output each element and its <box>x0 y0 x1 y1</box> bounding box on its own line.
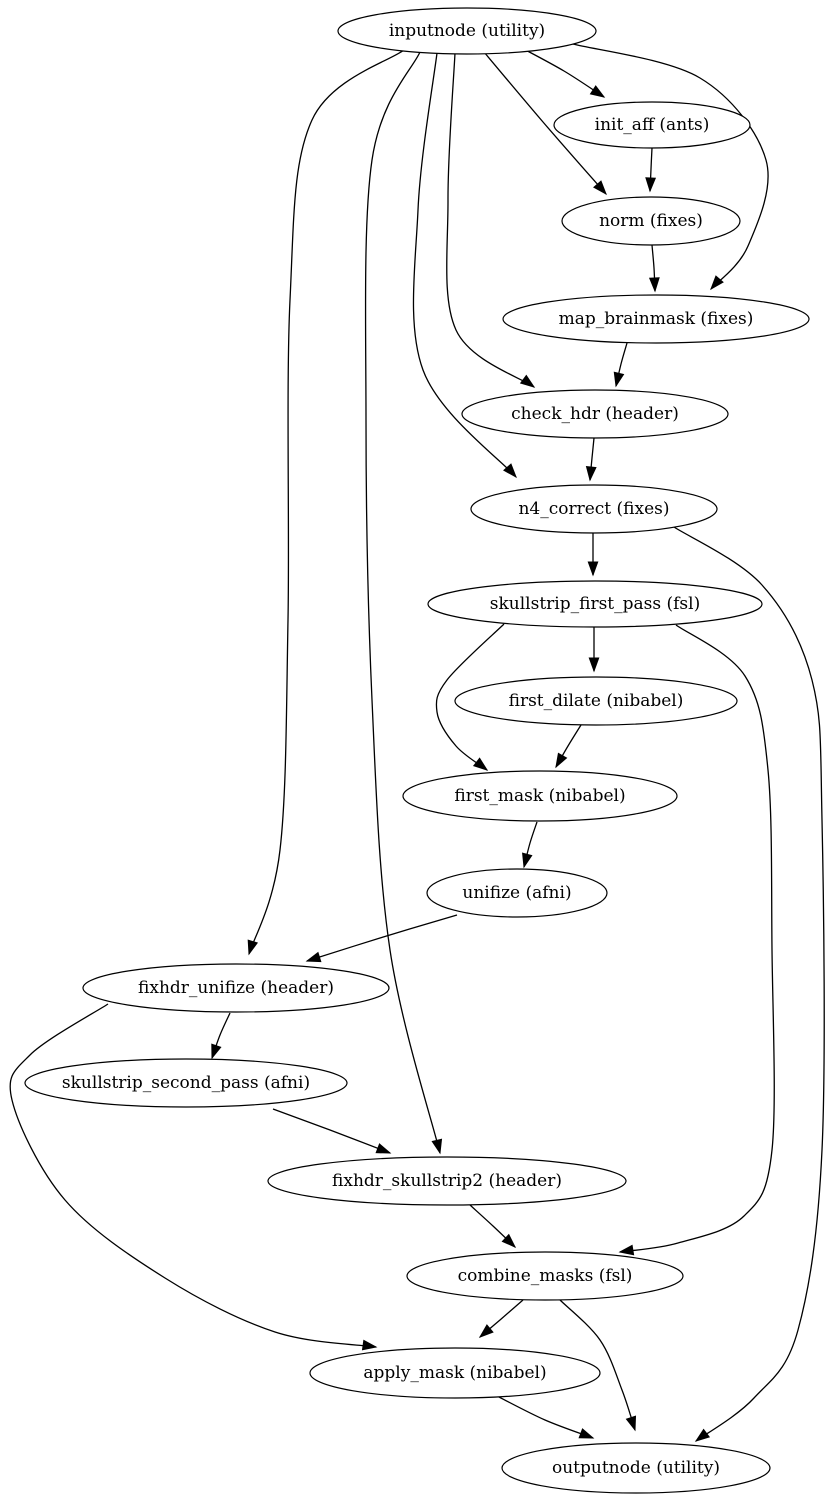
node-apply_mask <box>310 1348 600 1398</box>
node-label-first_dilate: first_dilate (nibabel) <box>508 691 684 711</box>
arrowhead-inputnode-to-check_hdr <box>521 376 534 388</box>
node-first_mask <box>403 771 677 821</box>
arrowhead-fixhdr_unifize-to-skullstrip_second_pass <box>212 1044 221 1058</box>
node-map_brainmask <box>503 295 809 343</box>
edge-inputnode-to-init_aff <box>520 47 604 97</box>
arrowhead-fixhdr_unifize-to-apply_mask <box>363 1340 377 1349</box>
node-label-norm: norm (fixes) <box>599 211 703 231</box>
node-skullstrip_second_pass <box>25 1059 347 1107</box>
arrowhead-map_brainmask-to-check_hdr <box>614 372 623 386</box>
node-label-first_mask: first_mask (nibabel) <box>454 786 626 806</box>
node-init_aff <box>554 102 750 148</box>
edge-n4_correct-to-outputnode <box>674 527 824 1441</box>
arrowhead-n4_correct-to-skullstrip_first_pass <box>588 562 597 575</box>
arrowhead-norm-to-map_brainmask <box>650 278 659 291</box>
node-inputnode <box>338 8 596 54</box>
node-fixhdr_skullstrip2 <box>268 1157 626 1205</box>
arrowhead-inputnode-to-fixhdr_unifize <box>248 940 257 954</box>
node-check_hdr <box>462 390 728 438</box>
node-outputnode <box>502 1443 770 1493</box>
edge-skullstrip_second_pass-to-fixhdr_skullstrip2 <box>273 1109 390 1153</box>
node-label-n4_correct: n4_correct (fixes) <box>518 499 670 519</box>
node-fixhdr_unifize <box>83 964 389 1012</box>
node-n4_correct <box>471 485 717 533</box>
node-norm <box>562 197 740 245</box>
node-combine_masks <box>407 1252 683 1300</box>
edge-inputnode-to-map_brainmask <box>573 44 768 289</box>
node-skullstrip_first_pass <box>428 581 762 627</box>
arrowhead-check_hdr-to-n4_correct <box>587 467 596 480</box>
arrowhead-skullstrip_first_pass-to-first_dilate <box>589 658 598 671</box>
arrowhead-first_dilate-to-first_mask <box>556 753 567 767</box>
edge-unifize-to-fixhdr_unifize <box>307 915 457 961</box>
arrowhead-skullstrip_first_pass-to-first_mask <box>474 758 487 770</box>
node-label-map_brainmask: map_brainmask (fixes) <box>558 309 754 329</box>
node-label-unifize: unifize (afni) <box>462 883 572 903</box>
node-label-combine_masks: combine_masks (fsl) <box>457 1266 633 1286</box>
arrowhead-n4_correct-to-outputnode <box>696 1430 709 1442</box>
arrowhead-init_aff-to-norm <box>646 178 655 191</box>
node-label-skullstrip_second_pass: skullstrip_second_pass (afni) <box>61 1073 311 1093</box>
arrowhead-apply_mask-to-outputnode <box>579 1429 593 1438</box>
node-label-check_hdr: check_hdr (header) <box>511 404 679 424</box>
arrowhead-inputnode-to-fixhdr_skullstrip2 <box>432 1139 441 1153</box>
arrowhead-inputnode-to-map_brainmask <box>711 276 723 289</box>
edge-apply_mask-to-outputnode <box>497 1396 593 1438</box>
edge-inputnode-to-fixhdr_unifize <box>249 50 404 954</box>
arrowhead-combine_masks-to-outputnode <box>627 1416 636 1430</box>
node-unifize <box>427 869 607 917</box>
node-label-init_aff: init_aff (ants) <box>594 115 710 135</box>
node-label-apply_mask: apply_mask (nibabel) <box>363 1363 547 1383</box>
node-label-outputnode: outputnode (utility) <box>552 1458 720 1478</box>
node-label-fixhdr_unifize: fixhdr_unifize (header) <box>138 978 334 998</box>
arrowhead-unifize-to-fixhdr_unifize <box>307 953 321 962</box>
node-label-fixhdr_skullstrip2: fixhdr_skullstrip2 (header) <box>332 1171 562 1191</box>
node-label-skullstrip_first_pass: skullstrip_first_pass (fsl) <box>489 594 701 614</box>
arrowhead-skullstrip_first_pass-to-combine_masks <box>620 1245 634 1254</box>
arrowhead-combine_masks-to-apply_mask <box>480 1325 493 1337</box>
node-first_dilate <box>455 677 737 725</box>
arrowhead-inputnode-to-init_aff <box>591 86 605 97</box>
arrowhead-first_mask-to-unifize <box>523 853 532 867</box>
edge-inputnode-to-check_hdr <box>447 53 534 387</box>
node-label-inputnode: inputnode (utility) <box>388 21 546 41</box>
arrowhead-skullstrip_second_pass-to-fixhdr_skullstrip2 <box>376 1144 390 1153</box>
